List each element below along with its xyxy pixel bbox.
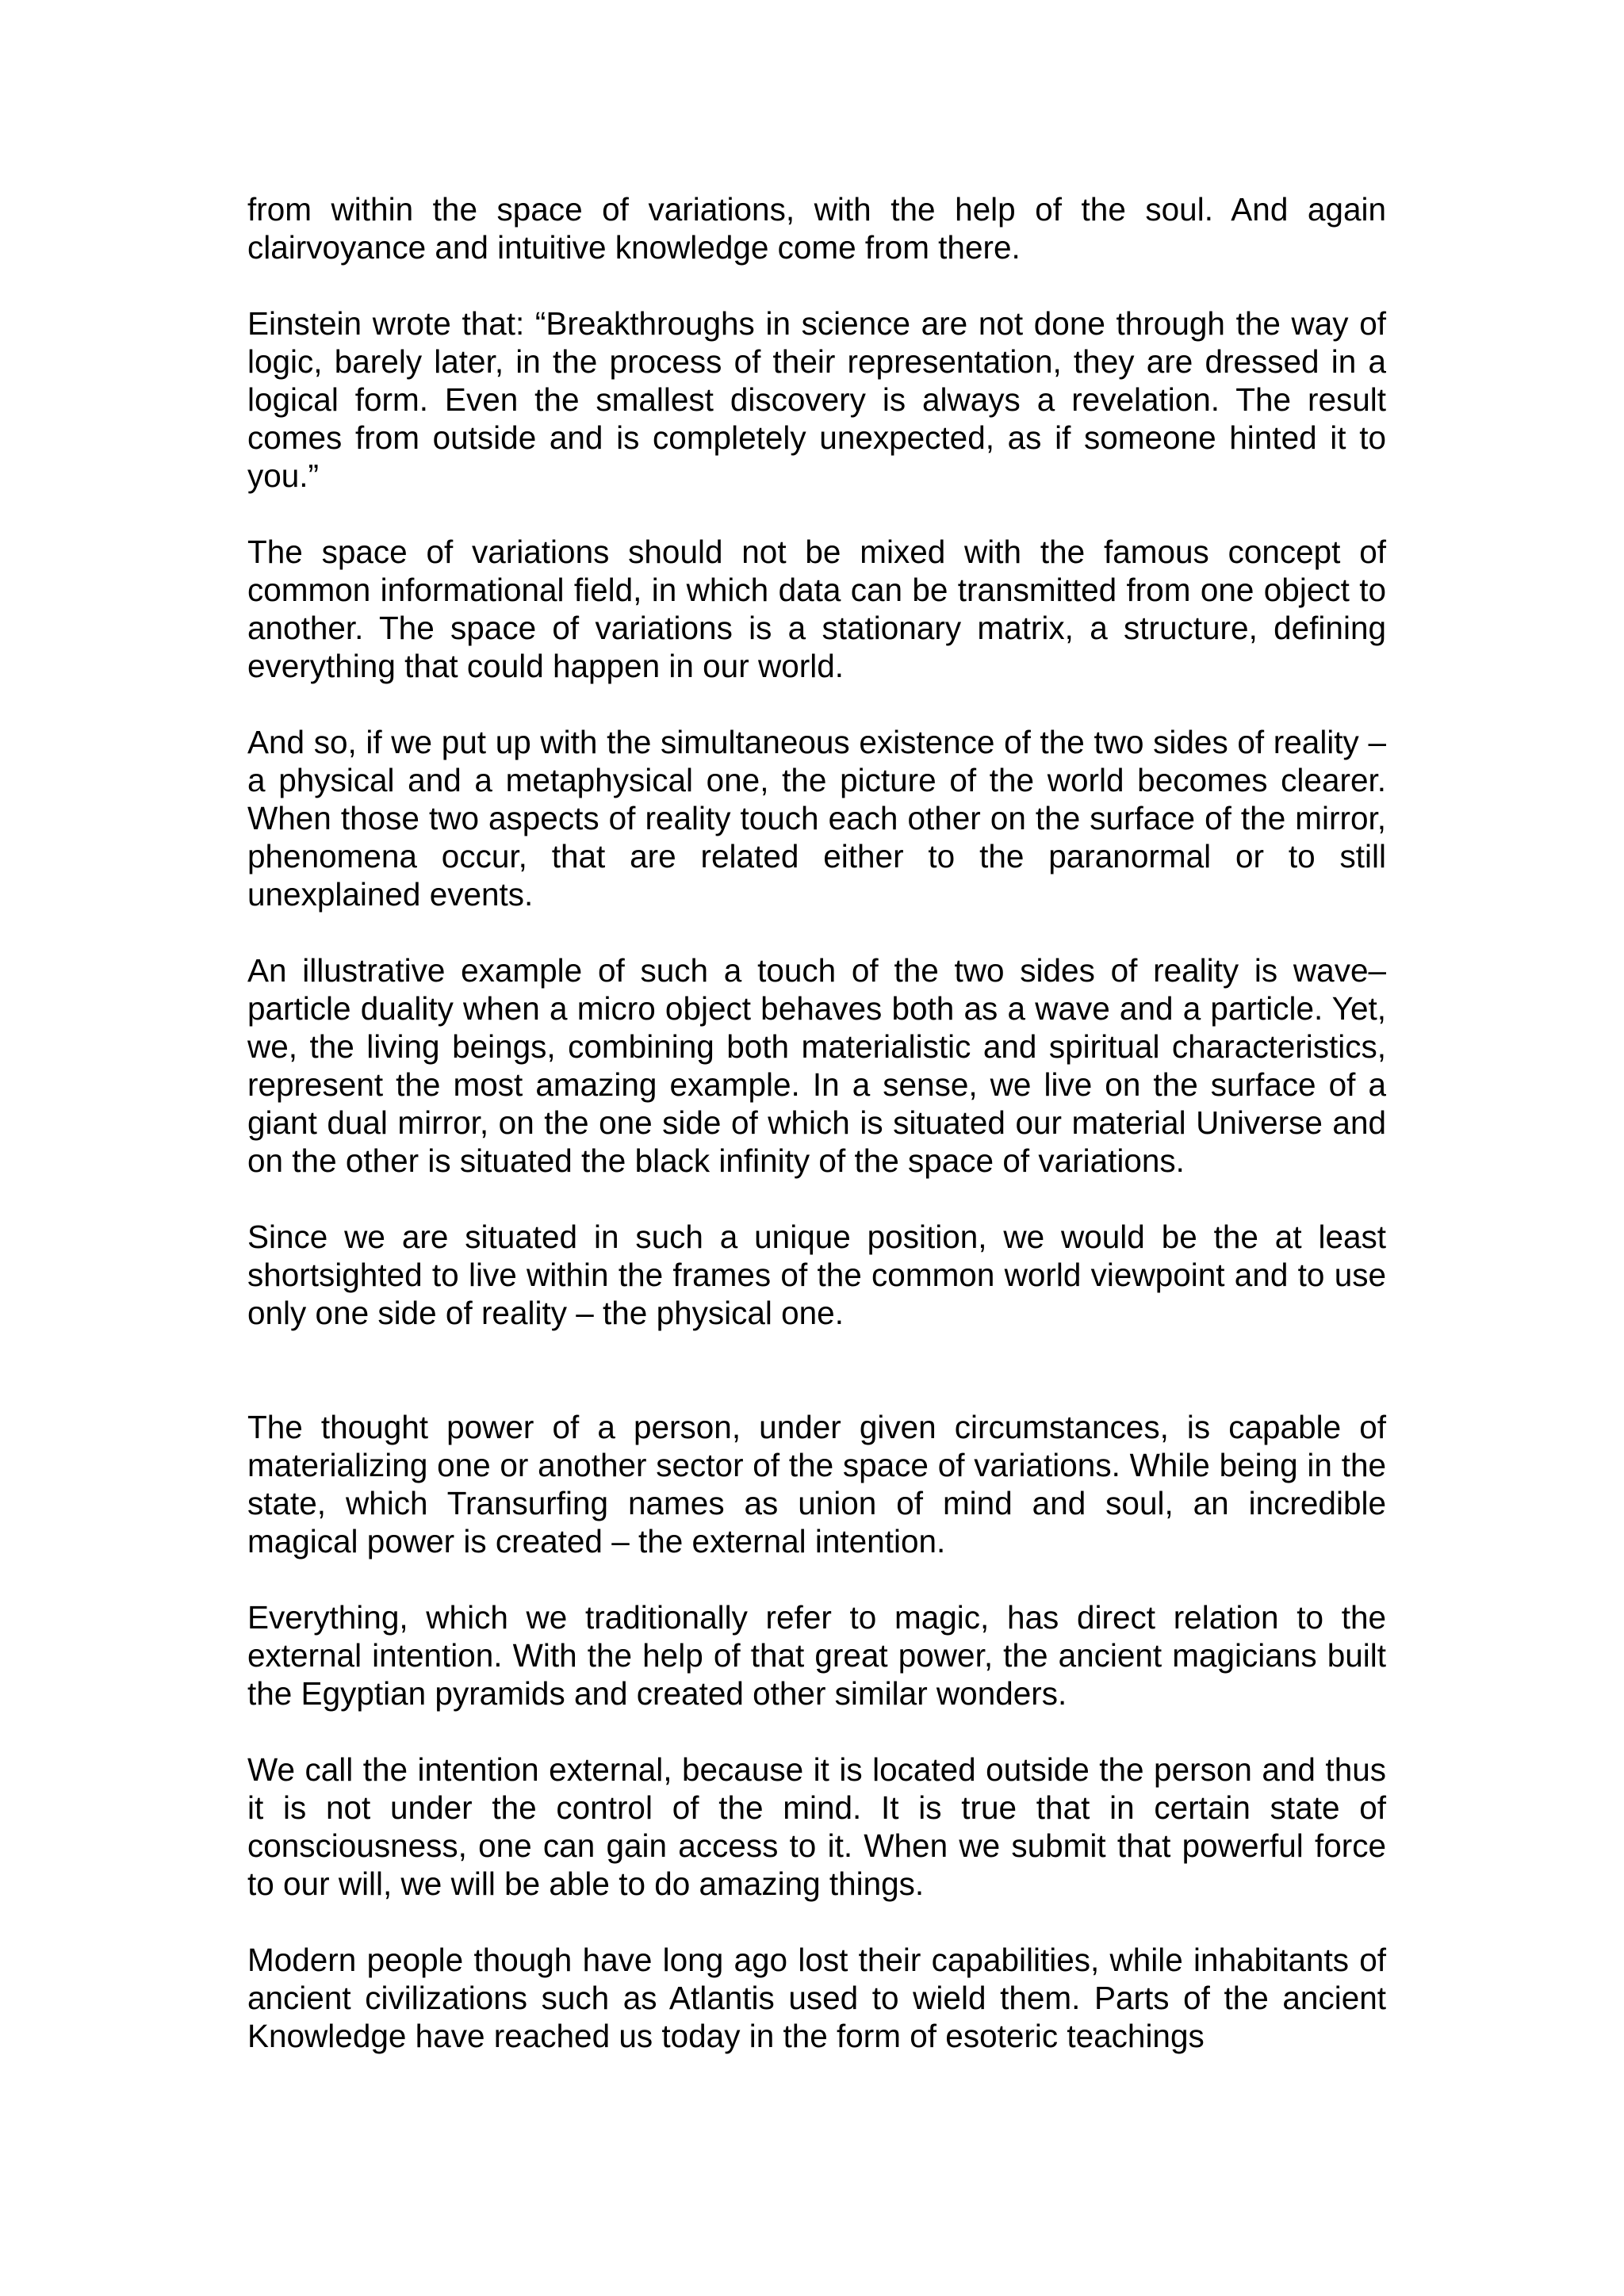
paragraph-modern-people: Modern people though have long ago lost their capabilities, while inhabitants of ancient civilizations such as Atlantis used to wield them. Parts of the ancient Knowledge have reached us today in the form of esoteric teachings: [247, 1942, 1386, 2054]
paragraph-einstein-quote: Einstein wrote that: “Breakthroughs in science are not done through the way of logic, barely later, in the process of their representation, they are dressed in a logical form. Even the smallest discovery is always a revelation. The result comes from outside and is completely unexpected, as if someone hinted it to you.”: [247, 305, 1386, 494]
paragraph-soul-clairvoyance: from within the space of variations, with the help of the soul. And again clairvoyance and intuitive knowledge come from there.: [247, 191, 1386, 266]
paragraph-space-of-variations: The space of variations should not be mixed with the famous concept of common informational field, in which data can be transmitted from one object to another. The space of variations is a stationary matrix, a structure, defining everything that could happen in our world.: [247, 534, 1386, 684]
paragraph-unique-position: Since we are situated in such a unique position, we would be the at least shortsighted to live within the frames of the common world viewpoint and to use only one side of reality – the physical one.: [247, 1219, 1386, 1331]
paragraph-two-sides-of-reality: And so, if we put up with the simultaneous existence of the two sides of reality – a physical and a metaphysical one, the picture of the world becomes clearer. When those two aspects of reality touch each other on the surface of the mirror, phenomena occur, that are related either to the paranormal or to still unexplained events.: [247, 724, 1386, 913]
paragraph-thought-power: The thought power of a person, under given circumstances, is capable of materializing one or another sector of the space of variations. While being in the state, which Transurfing names as union of mind and soul, an incredible magical power is created – the external intention.: [247, 1409, 1386, 1559]
paragraph-magic-external-intention: Everything, which we traditionally refer to magic, has direct relation to the external intention. With the help of that great power, the ancient magicians built the Egyptian pyramids and created other similar wonders.: [247, 1599, 1386, 1712]
paragraph-wave-particle-duality: An illustrative example of such a touch of the two sides of reality is wave–particle duality when a micro object behaves both as a wave and a particle. Yet, we, the living beings, combining both materialistic and spiritual characteristics, represent the most amazing example. In a sense, we live on the surface of a giant dual mirror, on the one side of which is situated our material Universe and on the other is situated the black infinity of the space of variations.: [247, 952, 1386, 1179]
paragraph-intention-external: We call the intention external, because it is located outside the person and thus it is not under the control of the mind. It is true that in certain state of consciousness, one can gain access to it. When we submit that powerful force to our will, we will be able to do amazing things.: [247, 1751, 1386, 1902]
document-page: [247, 190, 1386, 2093]
